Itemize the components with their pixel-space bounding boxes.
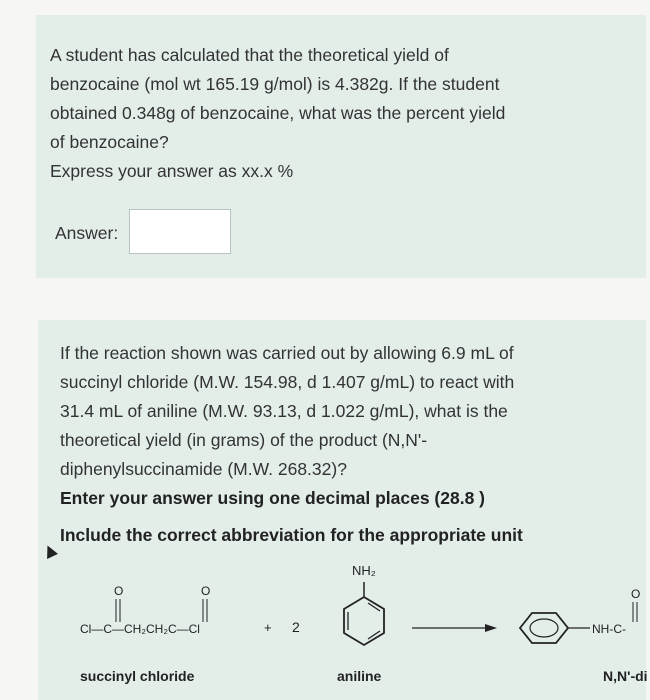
- question-2-line: succinyl chloride (M.W. 154.98, d 1.407 g/mL) to react with: [60, 372, 515, 392]
- plus-sign: +: [264, 620, 272, 635]
- succinyl-chloride-label: succinyl chloride: [80, 668, 195, 684]
- aniline-label: aniline: [337, 668, 382, 684]
- question-1-line: Express your answer as xx.x %: [50, 161, 294, 181]
- instruction-decimal: Enter your answer using one decimal places (28.8 ): [60, 488, 486, 508]
- amine-group: NH₂: [352, 563, 376, 578]
- question-2-line: 31.4 mL of aniline (M.W. 93.13, d 1.022 g/mL), what is the: [60, 401, 508, 421]
- carbonyl-oxygen-1: O: [114, 584, 124, 598]
- succinyl-chloride-formula: Cl—C—CH₂CH₂C—Cl: [80, 622, 200, 636]
- question-1-line: of benzocaine?: [50, 132, 169, 152]
- product-fragment: NH-C-: [592, 622, 626, 636]
- question-2-line: diphenylsuccinamide (M.W. 268.32)?: [60, 459, 347, 479]
- question-1-line: benzocaine (mol wt 165.19 g/mol) is 4.382g. If the student: [50, 74, 500, 94]
- question-1-line: A student has calculated that the theoretical yield of: [50, 45, 449, 65]
- instruction-unit: Include the correct abbreviation for the appropriate unit: [60, 525, 523, 545]
- carbonyl-oxygen-2: O: [201, 584, 211, 598]
- question-2-text: [60, 339, 620, 550]
- answer-input[interactable]: [129, 209, 231, 254]
- product-label: N,N'-di: [603, 668, 648, 684]
- question-1-line: obtained 0.348g of benzocaine, what was the percent yield: [50, 103, 506, 123]
- question-2-card: [38, 320, 646, 700]
- question-1-card: [36, 15, 646, 278]
- question-2-line: If the reaction shown was carried out by allowing 6.9 mL of: [60, 343, 514, 363]
- coefficient: 2: [292, 619, 300, 635]
- carbonyl-oxygen-3: O: [631, 587, 641, 601]
- question-2-line: theoretical yield (in grams) of the product (N,N'-: [60, 430, 428, 450]
- answer-label: Answer:: [55, 223, 119, 243]
- question-1-text: [50, 41, 610, 186]
